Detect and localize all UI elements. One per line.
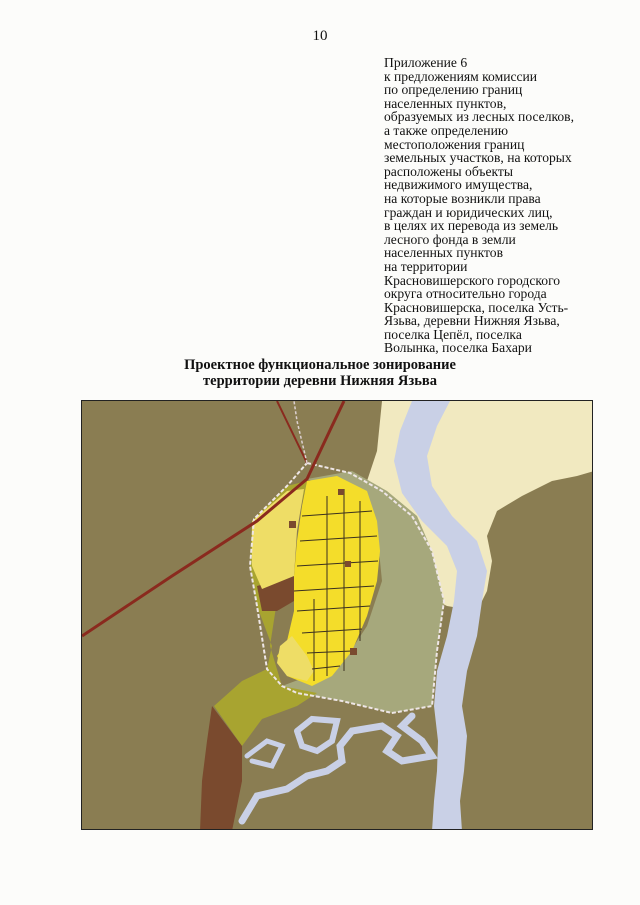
- appendix-line: на которые возникли права: [384, 190, 541, 206]
- appendix-line: Красновишерска, поселка Усть-: [384, 299, 569, 315]
- appendix-line: Волынка, поселка Бахари: [384, 340, 532, 356]
- appendix-line: лесного фонда в земли: [384, 231, 516, 247]
- page-number: 10: [312, 28, 328, 44]
- appendix-line: расположены объекты: [384, 163, 513, 179]
- building: [289, 521, 296, 528]
- zoning-map: [81, 400, 593, 830]
- appendix-caption: [384, 56, 624, 355]
- appendix-line: на территории: [384, 258, 468, 274]
- appendix-line: Красновишерского городского: [384, 272, 561, 288]
- zoning-map-svg: [82, 401, 593, 830]
- appendix-line: граждан и юридических лиц,: [384, 204, 553, 220]
- appendix-line: поселка Цепёл, поселка: [384, 326, 522, 342]
- appendix-line: а также определению: [384, 122, 509, 138]
- map-title-line: Проектное функциональное зонирование: [184, 357, 456, 373]
- appendix-line: образуемых из лесных поселков,: [384, 109, 575, 125]
- appendix-line: Приложение 6: [384, 55, 468, 70]
- appendix-line: населенных пунктов: [384, 245, 503, 261]
- appendix-line: недвижимого имущества,: [384, 177, 533, 193]
- building: [345, 561, 351, 567]
- building: [338, 489, 344, 495]
- map-title: [0, 357, 640, 389]
- appendix-line: земельных участков, на которых: [384, 150, 572, 166]
- map-title-line: территории деревни Нижняя Язьва: [203, 373, 437, 389]
- appendix-line: Язьва, деревни Нижняя Язьва,: [384, 313, 560, 329]
- appendix-line: населенных пунктов,: [384, 95, 507, 111]
- building: [350, 648, 357, 655]
- appendix-line: округа относительно города: [384, 286, 547, 302]
- appendix-line: в целях их перевода из земель: [384, 218, 559, 234]
- appendix-line: местоположения границ: [384, 136, 525, 152]
- appendix-line: по определению границ: [384, 82, 523, 98]
- appendix-line: к предложениям комиссии: [384, 68, 538, 84]
